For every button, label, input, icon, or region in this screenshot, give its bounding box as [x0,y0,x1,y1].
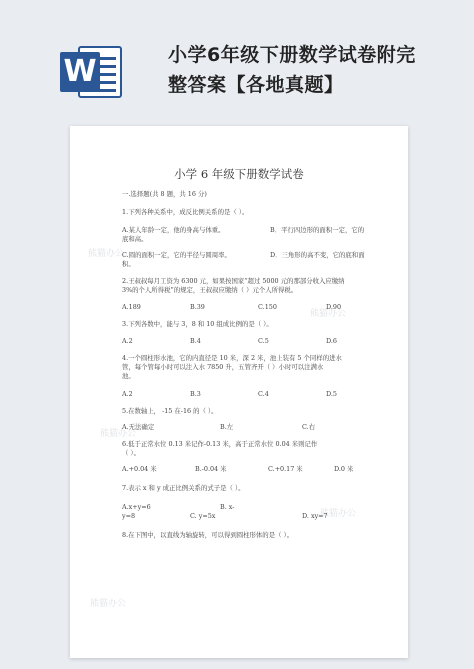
watermark: 熊猫办公 [88,249,125,259]
question-5-option-b: B.左 [220,423,234,431]
watermark: 熊猫办公 [100,429,137,439]
question-7-option-d: D. xy=7 [302,512,328,520]
question-6-option-d: D.0 米 [334,465,354,473]
question-2-option-b: B.39 [190,303,205,311]
question-2-line-2: 3%的个人所得税”的规定，王叔叔应缴纳（ ）元个人所得税。 [122,286,298,294]
watermark: 熊猫办公 [90,599,127,609]
word-document-icon [60,46,124,98]
question-1-option-d-cont: 积。 [122,260,135,268]
question-4-line-1: 4.一个圆柱形水池，它的内直径是 10 米，深 2 米，池上装有 5 个同样的进水 [122,354,342,362]
question-1-option-a: A.某人年龄一定，他的身高与体重。 [122,226,225,234]
question-4-option-c: C.4 [258,390,269,398]
question-8: 8.在下图中，以直线为轴旋转，可以得到圆柱形体的是（ ）。 [122,531,294,539]
question-3: 3.下列各数中，能与 3，8 和 10 组成比例的是（ ）。 [122,320,273,328]
question-2-option-c: C.150 [258,303,277,311]
page-title [168,40,458,100]
question-2-option-d: D.90 [326,303,342,311]
question-1-option-d: D．三角形的高不变，它的底和面 [270,251,365,259]
question-1-option-c: C.圆的面积一定，它的半径与圆周率。 [122,251,231,259]
question-4-option-b: B.3 [190,390,201,398]
question-3-option-c: C.5 [258,337,269,345]
question-6: 6.低于正常水位 0.13 米记作-0.13 米，高于正常水位 0.04 米则记作 [122,440,318,448]
question-2-option-a: A.189 [122,303,141,311]
question-6-option-b: B.-0.04 米 [195,465,227,473]
watermark: 熊猫办公 [320,509,357,519]
word-icon-letter: W [60,52,100,92]
page-title-line-1: 小学6年级下册数学试卷附完 [168,44,416,66]
document-title: 小学 6 年级下册数学试卷 [174,167,304,181]
question-4-option-a: A.2 [122,390,133,398]
question-7: 7.表示 x 和 y 成正比例关系的式子是（ ）。 [122,484,245,492]
header [0,0,474,118]
question-2-line-1: 2.王叔叔每月工资为 6300 元，如果按国家“超过 5000 元的那部分收入应缴纳 [122,277,345,285]
question-1-option-b: B．平行四边形的面积一定，它的 [270,226,365,234]
question-7-option-a: A.x+y=6 [122,503,151,511]
question-6-option-c: C.+0.17 米 [268,465,303,473]
question-3-option-b: B.4 [190,337,201,345]
page-title-line-2: 整答案【各地真题】 [168,74,344,96]
question-1-option-b-cont: 底和高。 [122,235,148,243]
watermark: 熊猫办公 [310,309,347,319]
document-preview [70,126,408,658]
question-7-option-b-cont: y=8 [122,512,136,520]
question-6-option-a: A.+0.04 米 [122,465,157,473]
question-5: 5.在数轴上， -15 在-16 的（ ）。 [122,407,218,415]
section-heading: 一.选择题(共 8 题，共 16 分) [122,190,207,198]
question-1: 1.下列各种关系中，成反比例关系的是（ ）。 [122,208,249,216]
question-6-cont: （ ）。 [122,449,141,457]
question-4-line-3: 池。 [122,372,135,380]
question-4-option-d: D.5 [326,390,337,398]
question-4-line-2: 管，每个管每小时可以注入水 7850 升，五管齐开（ ）小时可以注满水 [122,363,324,371]
question-7-option-c: C. y=5x [190,512,216,520]
question-7-option-b: B. x- [220,503,235,511]
question-3-option-a: A.2 [122,337,133,345]
question-5-option-a: A.无法确定 [122,423,155,431]
question-3-option-d: D.6 [326,337,337,345]
question-5-option-c: C.右 [302,423,316,431]
